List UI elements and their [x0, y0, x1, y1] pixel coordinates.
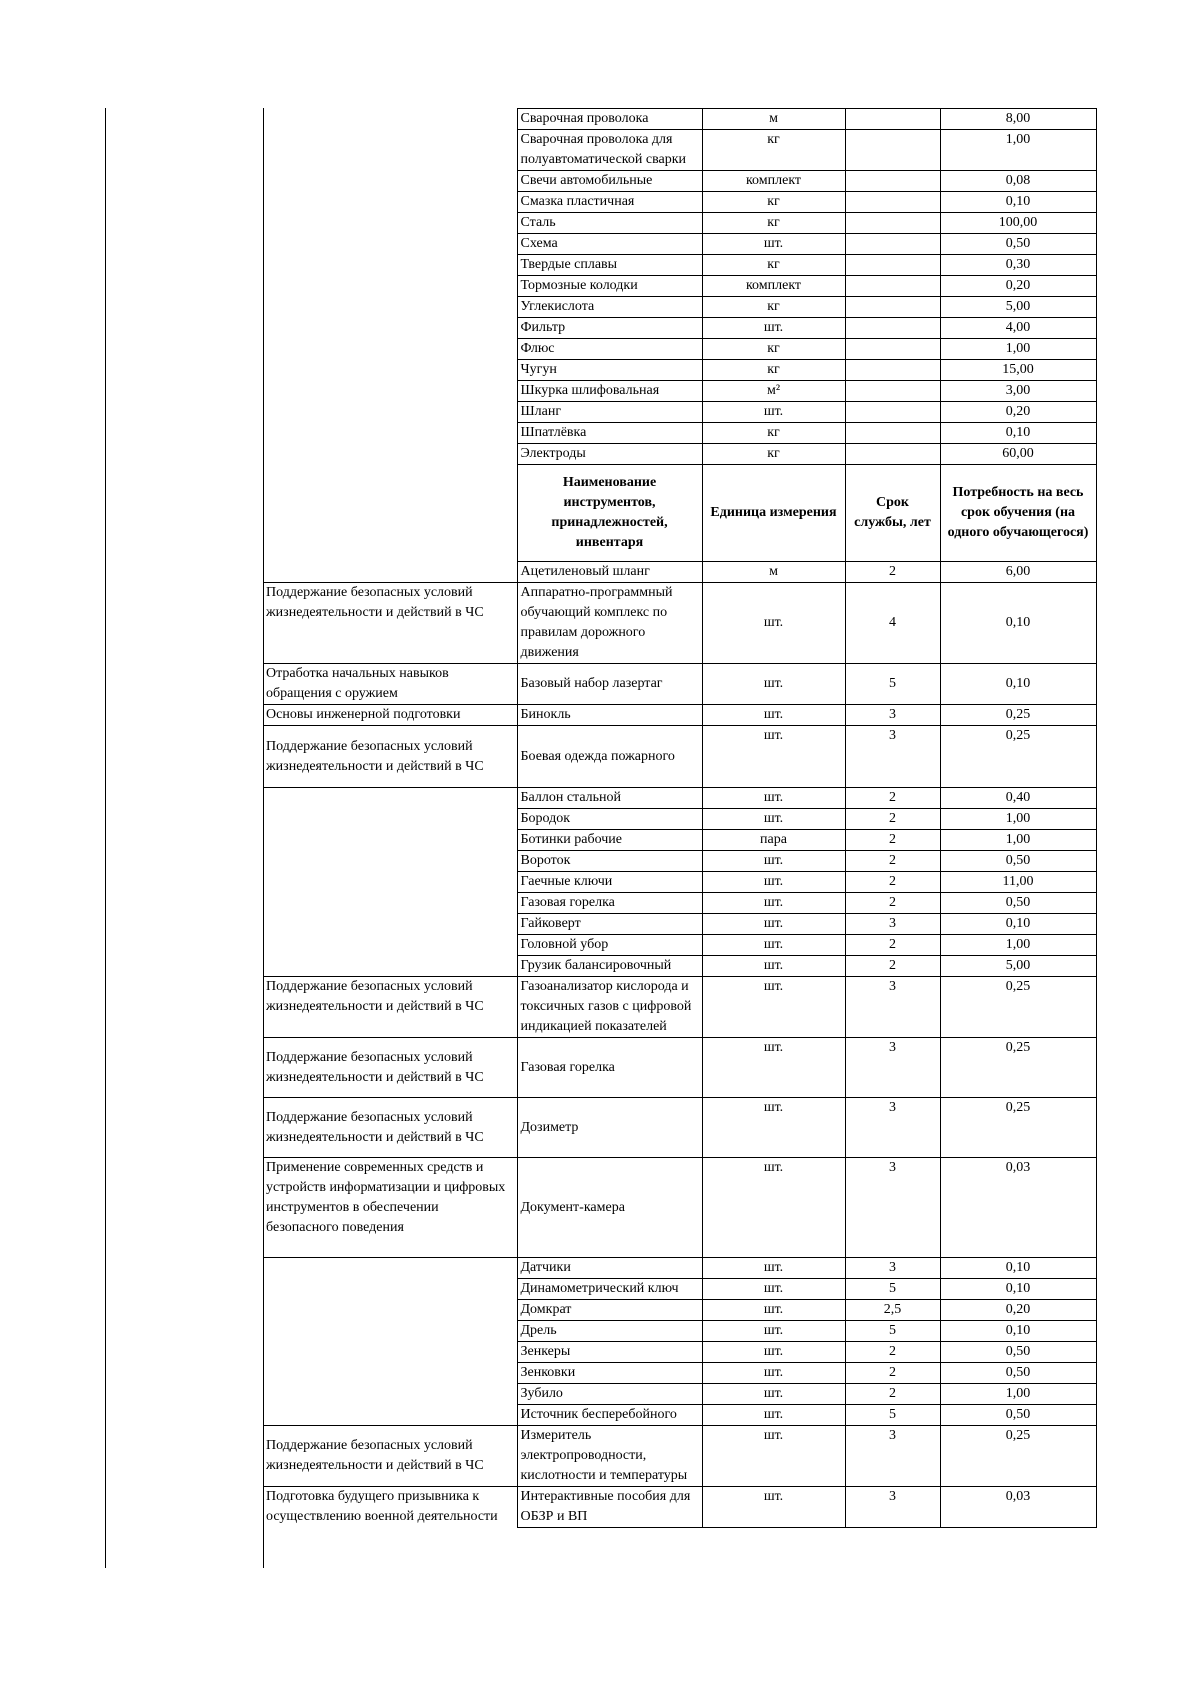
service-cell	[845, 381, 940, 402]
header-service: Срок службы, лет	[845, 465, 940, 562]
need-cell: 15,00	[940, 360, 1096, 381]
item-name: Базовый набор лазертаг	[517, 664, 702, 705]
unit-cell: кг	[702, 213, 845, 234]
section-cell	[263, 109, 517, 465]
item-name: Ботинки рабочие	[517, 830, 702, 851]
section-cell: Поддержание безопасных условий жизнедеятельности и действий в ЧС	[263, 726, 517, 788]
need-cell: 0,20	[940, 1300, 1096, 1321]
unit-cell: шт.	[702, 1426, 845, 1487]
service-cell: 3	[845, 1487, 940, 1528]
need-cell: 0,25	[940, 1426, 1096, 1487]
item-name: Газоанализатор кислорода и токсичных газов с цифровой индикацией показателей	[517, 977, 702, 1038]
unit-cell: шт.	[702, 664, 845, 705]
service-cell: 5	[845, 1405, 940, 1426]
need-cell: 1,00	[940, 809, 1096, 830]
service-cell: 5	[845, 1279, 940, 1300]
service-cell	[845, 360, 940, 381]
item-name: Дозиметр	[517, 1098, 702, 1158]
service-cell: 3	[845, 914, 940, 935]
need-cell: 0,50	[940, 851, 1096, 872]
need-cell: 0,10	[940, 583, 1096, 664]
service-cell	[845, 130, 940, 171]
unit-cell: шт.	[702, 914, 845, 935]
service-cell	[845, 402, 940, 423]
unit-cell: шт.	[702, 318, 845, 339]
unit-cell: шт.	[702, 1158, 845, 1258]
section-cell: Подготовка будущего призывника к осуществлению военной деятельности	[266, 1489, 498, 1524]
item-name: Зубило	[517, 1384, 702, 1405]
table-row	[263, 1158, 1096, 1258]
item-name: Датчики	[517, 1258, 702, 1279]
unit-cell: шт.	[702, 1258, 845, 1279]
unit-cell: шт.	[702, 1279, 845, 1300]
section-cell: Поддержание безопасных условий жизнедеятельности и действий в ЧС	[263, 1098, 517, 1158]
service-cell: 5	[845, 1321, 940, 1342]
unit-cell: комплект	[702, 276, 845, 297]
item-name: Газовая горелка	[517, 1038, 702, 1098]
item-name: Интерактивные пособия для ОБЗР и ВП	[517, 1487, 702, 1528]
table-row	[263, 788, 1096, 809]
need-cell: 0,10	[940, 1279, 1096, 1300]
need-cell: 0,08	[940, 171, 1096, 192]
unit-cell: шт.	[702, 1300, 845, 1321]
item-name: Твердые сплавы	[517, 255, 702, 276]
service-cell: 3	[845, 1098, 940, 1158]
need-cell: 0,25	[940, 705, 1096, 726]
section-cell	[263, 1258, 517, 1426]
item-name: Смазка пластичная	[517, 192, 702, 213]
need-cell: 1,00	[940, 339, 1096, 360]
item-name: Чугун	[517, 360, 702, 381]
section-cell	[263, 465, 517, 583]
unit-cell: шт.	[702, 809, 845, 830]
need-cell: 60,00	[940, 444, 1096, 465]
service-cell: 3	[845, 705, 940, 726]
item-name: Вороток	[517, 851, 702, 872]
service-cell: 3	[845, 726, 940, 788]
table-row	[263, 583, 1096, 664]
service-cell: 2,5	[845, 1300, 940, 1321]
service-cell: 5	[845, 664, 940, 705]
equipment-table	[263, 108, 1097, 1528]
item-name: Измеритель электропроводности, кислотности и температуры	[517, 1426, 702, 1487]
unit-cell: шт.	[702, 935, 845, 956]
unit-cell: кг	[702, 130, 845, 171]
table-row	[263, 1426, 1096, 1487]
item-name: Боевая одежда пожарного	[517, 726, 702, 788]
unit-cell: кг	[702, 297, 845, 318]
unit-cell: кг	[702, 255, 845, 276]
unit-cell: шт.	[702, 851, 845, 872]
table-row	[263, 1098, 1096, 1158]
service-cell: 4	[845, 583, 940, 664]
service-cell: 2	[845, 809, 940, 830]
need-cell: 1,00	[940, 130, 1096, 171]
service-cell: 3	[845, 1258, 940, 1279]
service-cell	[845, 255, 940, 276]
unit-cell: шт.	[702, 705, 845, 726]
item-name: Шланг	[517, 402, 702, 423]
unit-cell: шт.	[702, 977, 845, 1038]
unit-cell: шт.	[702, 1363, 845, 1384]
unit-cell: м²	[702, 381, 845, 402]
item-name: Документ-камера	[517, 1158, 702, 1258]
service-cell: 2	[845, 872, 940, 893]
unit-cell: шт.	[702, 583, 845, 664]
item-name: Бинокль	[517, 705, 702, 726]
item-name: Сталь	[517, 213, 702, 234]
need-cell: 0,03	[940, 1158, 1096, 1258]
service-cell: 2	[845, 830, 940, 851]
need-cell: 0,50	[940, 1363, 1096, 1384]
unit-cell: шт.	[702, 234, 845, 255]
header-item: Наименование инструментов, принадлежностей, инвентаря	[517, 465, 702, 562]
item-name: Зенкеры	[517, 1342, 702, 1363]
need-cell: 0,20	[940, 276, 1096, 297]
header-unit: Единица измерения	[702, 465, 845, 562]
need-cell: 4,00	[940, 318, 1096, 339]
section-cell: Основы инженерной подготовки	[263, 705, 517, 726]
item-name: Шпатлёвка	[517, 423, 702, 444]
need-cell: 0,03	[940, 1487, 1096, 1528]
service-cell: 3	[845, 977, 940, 1038]
service-cell: 2	[845, 851, 940, 872]
section-cell: Отработка начальных навыков обращения с оружием	[263, 664, 517, 705]
table-row	[263, 664, 1096, 705]
need-cell: 8,00	[940, 109, 1096, 130]
unit-cell: кг	[702, 360, 845, 381]
item-name: Электроды	[517, 444, 702, 465]
unit-cell: шт.	[702, 1321, 845, 1342]
item-name: Свечи автомобильные	[517, 171, 702, 192]
need-cell: 0,50	[940, 1405, 1096, 1426]
item-name: Ацетиленовый шланг	[517, 562, 702, 583]
item-name: Схема	[517, 234, 702, 255]
item-name: Бородок	[517, 809, 702, 830]
unit-cell: шт.	[702, 1405, 845, 1426]
service-cell	[845, 192, 940, 213]
unit-cell: шт.	[702, 872, 845, 893]
service-cell: 2	[845, 1384, 940, 1405]
need-cell: 1,00	[940, 1384, 1096, 1405]
service-cell	[845, 423, 940, 444]
header-need: Потребность на весь срок обучения (на одного обучающегося)	[940, 465, 1096, 562]
unit-cell: шт.	[702, 1098, 845, 1158]
service-cell	[845, 339, 940, 360]
table-row	[263, 726, 1096, 788]
item-name: Грузик балансировочный	[517, 956, 702, 977]
item-name: Газовая горелка	[517, 893, 702, 914]
service-cell: 3	[845, 1426, 940, 1487]
unit-cell: шт.	[702, 1342, 845, 1363]
need-cell: 0,25	[940, 977, 1096, 1038]
need-cell: 0,20	[940, 402, 1096, 423]
unit-cell: кг	[702, 192, 845, 213]
item-name: Тормозные колодки	[517, 276, 702, 297]
item-name: Фильтр	[517, 318, 702, 339]
service-cell: 2	[845, 562, 940, 583]
need-cell: 0,10	[940, 1258, 1096, 1279]
service-cell	[845, 171, 940, 192]
section-cell: Поддержание безопасных условий жизнедеятельности и действий в ЧС	[263, 977, 517, 1038]
unit-cell: шт.	[702, 1038, 845, 1098]
section-cell: Поддержание безопасных условий жизнедеятельности и действий в ЧС	[263, 1426, 517, 1487]
need-cell: 6,00	[940, 562, 1096, 583]
item-name: Гайковерт	[517, 914, 702, 935]
need-cell: 0,50	[940, 893, 1096, 914]
unit-cell: кг	[702, 423, 845, 444]
section-cell: Поддержание безопасных условий жизнедеятельности и действий в ЧС	[263, 1038, 517, 1098]
unit-cell: шт.	[702, 893, 845, 914]
need-cell: 11,00	[940, 872, 1096, 893]
table-row	[263, 977, 1096, 1038]
unit-cell: шт.	[702, 956, 845, 977]
need-cell: 0,25	[940, 1098, 1096, 1158]
unit-cell: шт.	[702, 402, 845, 423]
section-cell	[263, 788, 517, 977]
item-name: Сварочная проволока для полуавтоматической сварки	[517, 130, 702, 171]
service-cell: 3	[845, 1038, 940, 1098]
need-cell: 0,40	[940, 788, 1096, 809]
unit-cell: кг	[702, 339, 845, 360]
table-header-row	[263, 465, 1096, 562]
unit-cell: шт.	[702, 726, 845, 788]
need-cell: 0,25	[940, 726, 1096, 788]
item-name: Сварочная проволока	[517, 109, 702, 130]
need-cell: 0,10	[940, 192, 1096, 213]
table-row	[263, 705, 1096, 726]
need-cell: 0,25	[940, 1038, 1096, 1098]
service-cell: 2	[845, 1363, 940, 1384]
service-cell	[845, 276, 940, 297]
unit-cell: шт.	[702, 1384, 845, 1405]
unit-cell: кг	[702, 444, 845, 465]
service-cell	[845, 444, 940, 465]
service-cell: 2	[845, 956, 940, 977]
service-cell: 2	[845, 788, 940, 809]
table-row	[263, 1258, 1096, 1279]
service-cell	[845, 234, 940, 255]
item-name: Баллон стальной	[517, 788, 702, 809]
item-name: Шкурка шлифовальная	[517, 381, 702, 402]
need-cell: 0,50	[940, 234, 1096, 255]
table-row	[263, 109, 1096, 130]
service-cell	[845, 297, 940, 318]
unit-cell: шт.	[702, 788, 845, 809]
service-cell	[845, 213, 940, 234]
need-cell: 0,10	[940, 423, 1096, 444]
need-cell: 0,10	[940, 664, 1096, 705]
unit-cell: шт.	[702, 1487, 845, 1528]
need-cell: 0,10	[940, 1321, 1096, 1342]
unit-cell: м	[702, 109, 845, 130]
need-cell: 0,30	[940, 255, 1096, 276]
service-cell: 2	[845, 1342, 940, 1363]
item-name: Аппаратно-программный обучающий комплекс по правилам дорожного движения	[517, 583, 702, 664]
item-name: Зенковки	[517, 1363, 702, 1384]
item-name: Источник бесперебойного	[517, 1405, 702, 1426]
service-cell: 3	[845, 1158, 940, 1258]
item-name: Гаечные ключи	[517, 872, 702, 893]
left-border-line	[105, 108, 106, 1568]
unit-cell: пара	[702, 830, 845, 851]
unit-cell: м	[702, 562, 845, 583]
service-cell	[845, 318, 940, 339]
table-row	[263, 1038, 1096, 1098]
unit-cell: комплект	[702, 171, 845, 192]
item-name: Флюс	[517, 339, 702, 360]
need-cell: 100,00	[940, 213, 1096, 234]
item-name: Головной убор	[517, 935, 702, 956]
service-cell: 2	[845, 935, 940, 956]
item-name: Углекислота	[517, 297, 702, 318]
need-cell: 1,00	[940, 830, 1096, 851]
service-cell: 2	[845, 893, 940, 914]
item-name: Динамометрический ключ	[517, 1279, 702, 1300]
item-name: Дрель	[517, 1321, 702, 1342]
need-cell: 0,50	[940, 1342, 1096, 1363]
service-cell	[845, 109, 940, 130]
section-cell: Поддержание безопасных условий жизнедеятельности и действий в ЧС	[263, 583, 517, 664]
need-cell: 1,00	[940, 935, 1096, 956]
need-cell: 0,10	[940, 914, 1096, 935]
item-name: Домкрат	[517, 1300, 702, 1321]
table-row	[263, 1487, 1096, 1528]
need-cell: 5,00	[940, 956, 1096, 977]
need-cell: 3,00	[940, 381, 1096, 402]
section-cell: Применение современных средств и устройств информатизации и цифровых инструментов в обеспечении безопасного поведения	[263, 1158, 517, 1258]
need-cell: 5,00	[940, 297, 1096, 318]
